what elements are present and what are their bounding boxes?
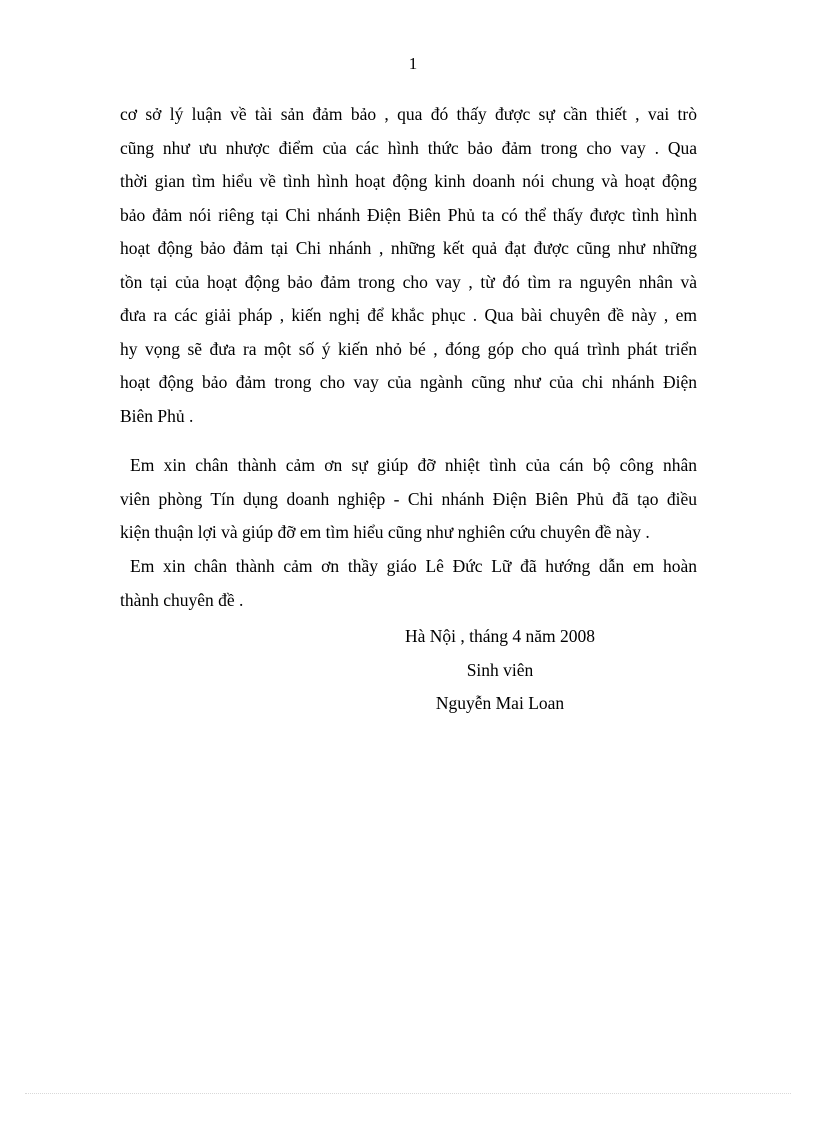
paragraph-line: hoạt động bảo đảm trong cho vay của ngành cũng như của chi nhánh Điện [120, 372, 697, 392]
paragraph-line: hoạt động bảo đảm tại Chi nhánh , những kết quả đạt được cũng như những [120, 238, 697, 258]
paragraph-line: kiện thuận lợi và giúp đỡ em tìm hiểu cũng như nghiên cứu chuyên đề này . [120, 522, 650, 542]
signature-place-date: Hà Nội , tháng 4 năm 2008 [404, 626, 596, 646]
paragraph-line: cũng như ưu nhược điểm của các hình thức bảo đảm trong cho vay . Qua [120, 137, 697, 158]
paragraph-line: bảo đảm nói riêng tại Chi nhánh Điện Biên Phủ ta có thể thấy được tình hình [120, 204, 697, 225]
paragraph-line: tồn tại của hoạt động bảo đảm trong cho vay , từ đó tìm ra nguyên nhân và [120, 271, 697, 292]
paragraph-line: thành chuyên đề . [120, 589, 244, 610]
page-bottom-divider [25, 1093, 791, 1094]
paragraph-line: Biên Phủ . [120, 405, 194, 426]
paragraph-line: Em xin chân thành cảm ơn sự giúp đỡ nhiệt tình của cán bộ công nhân [130, 455, 697, 475]
paragraph-summary [120, 98, 697, 433]
page-number: 1 [408, 54, 418, 73]
paragraph-line: hy vọng sẽ đưa ra một số ý kiến nhỏ bé , đóng góp cho quá trình phát triển [120, 338, 697, 359]
paragraph-thanks-staff [120, 449, 697, 550]
paragraph-line: Em xin chân thành cảm ơn thầy giáo Lê Đức Lữ đã hướng dẫn em hoàn [130, 556, 697, 576]
paragraph-line: đưa ra các giải pháp , kiến nghị để khắc phục . Qua bài chuyên đề này , em [120, 305, 697, 325]
paragraph-line: thời gian tìm hiểu về tình hình hoạt động kinh doanh nói chung và hoạt động [120, 171, 697, 191]
signature-role: Sinh viên [466, 659, 534, 680]
paragraph-thanks-teacher [120, 550, 697, 617]
signature-name: Nguyễn Mai Loan [435, 693, 565, 713]
paragraph-line: viên phòng Tín dụng doanh nghiệp - Chi nhánh Điện Biên Phủ đã tạo điều [120, 488, 697, 509]
paragraph-line: cơ sở lý luận về tài sản đảm bảo , qua đó thấy được sự cần thiết , vai trò [120, 104, 697, 124]
signature-block [330, 620, 670, 721]
